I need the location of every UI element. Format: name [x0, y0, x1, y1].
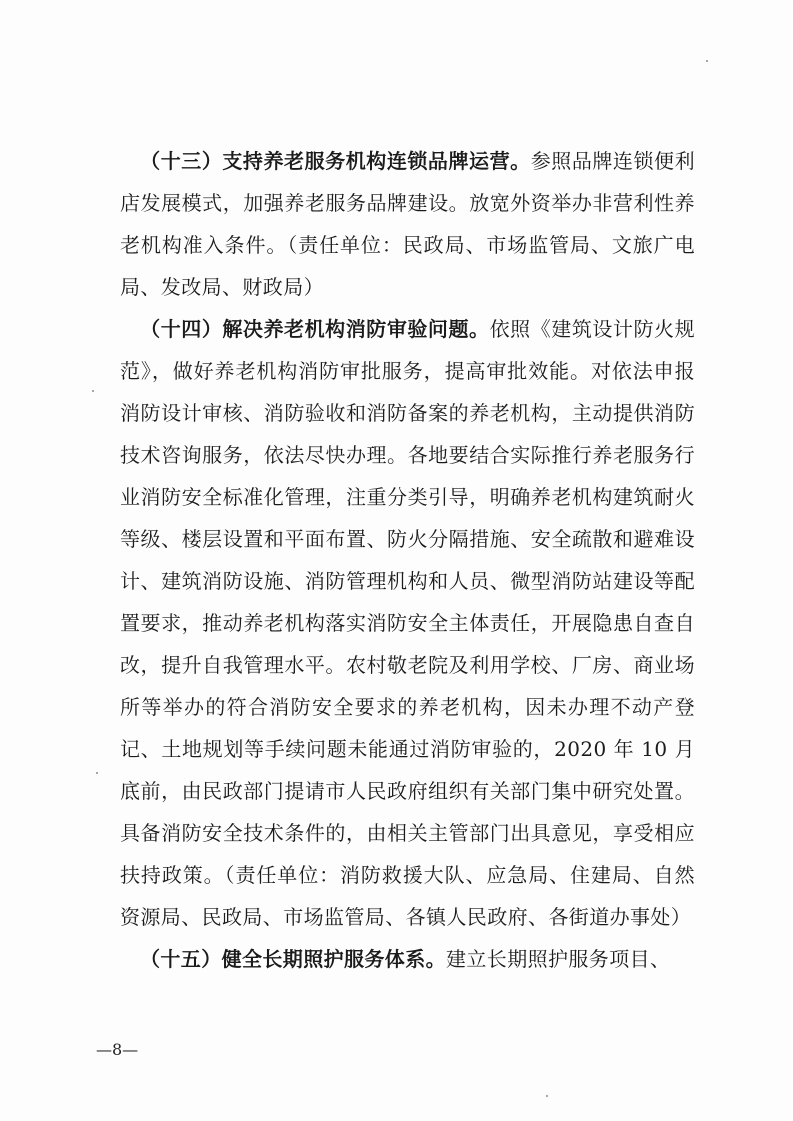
paragraph-14 [120, 308, 695, 938]
paragraph-15 [120, 938, 695, 980]
scan-speck [96, 772, 98, 774]
scan-speck [706, 60, 708, 62]
paragraph-14-body: 依照《建筑设计防火规范》，做好养老机构消防审批服务，提高审批效能。对依法申报消防设计审核、消防验收和消防备案的养老机构，主动提供消防技术咨询服务，依法尽快办理。各地要结合实际推行养老服务行业消防安全标准化管理，注重分类引导，明确养老机构建筑耐火等级、楼层设置和平面布置、防火分隔措施、安全疏散和避难设计、建筑消防设施、消防管理机构和人员、微型消防站建设等配置要求，推动养老机构落实消防安全主体责任，开展隐患自查自改，提升自我管理水平。农村敬老院及利用学校、厂房、商业场所等举办的符合消防安全要求的养老机构，因未办理不动产登记、土地规划等手续问题未能通过消防审验的，2020 年 10 月底前，由民政部门提请市人民政府组织有关部门集中研究处置。具备消防安全技术条件的，由相关主管部门出具意见，享受相应扶持政策。（责任单位：消防救援大队、应急局、住建局、自然资源局、民政局、市场监管局、各镇人民政府、各街道办事处） [120, 317, 695, 929]
document-body [120, 140, 695, 980]
paragraph-15-heading: （十五）健全长期照护服务体系。 [140, 947, 446, 971]
paragraph-15-body: 建立长期照护服务项目、 [446, 947, 671, 971]
paragraph-13-body: 参照品牌连锁便利店发展模式，加强养老服务品牌建设。放宽外资举办非营利性养老机构准入条件。（责任单位：民政局、市场监管局、文旅广电局、发改局、财政局） [120, 149, 695, 299]
page-number: —8— [96, 1040, 139, 1059]
paragraph-14-heading: （十四）解决养老机构消防审验问题。 [140, 317, 490, 341]
paragraph-13 [120, 140, 695, 308]
scan-speck [92, 390, 94, 392]
paragraph-13-heading: （十三）支持养老服务机构连锁品牌运营。 [140, 149, 531, 173]
scan-speck [546, 1095, 548, 1097]
